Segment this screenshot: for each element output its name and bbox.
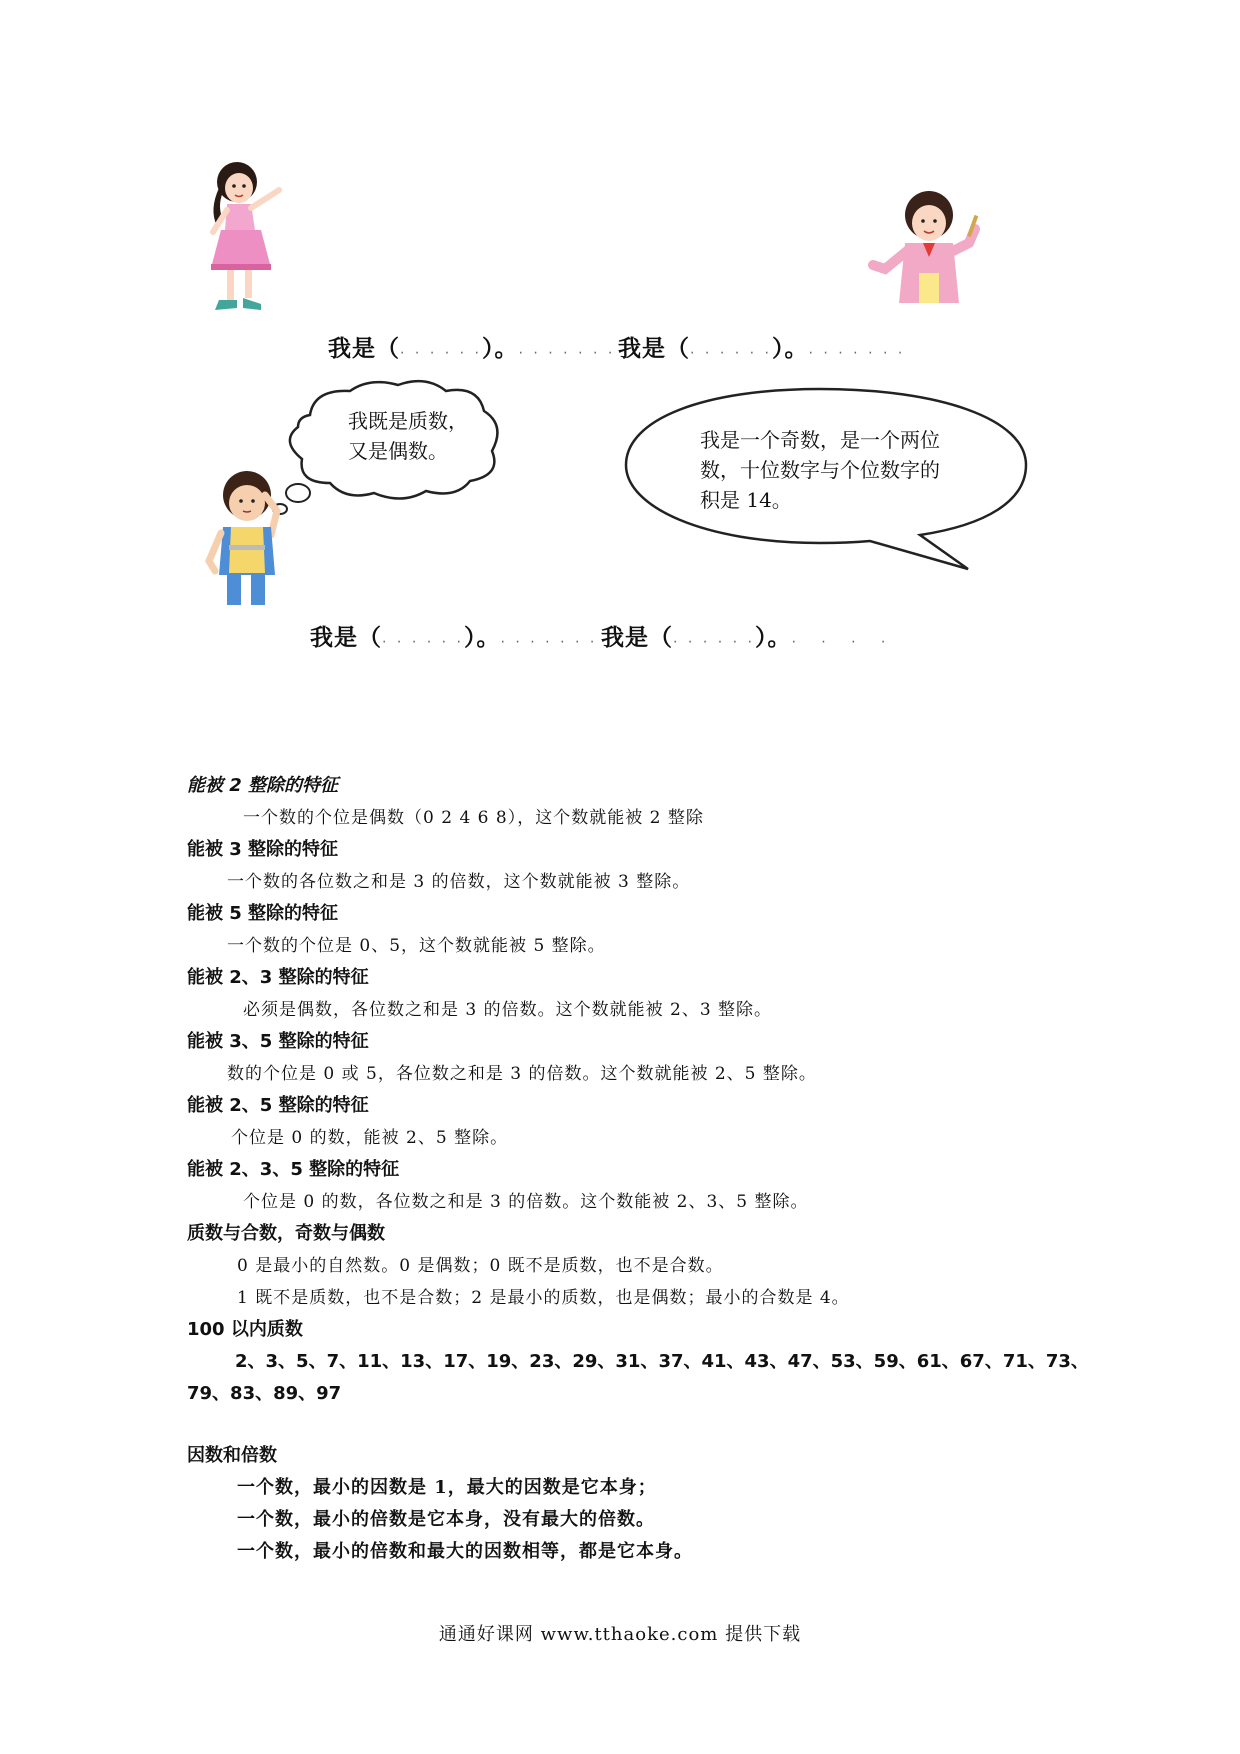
divisibility-notes [187, 770, 1087, 1568]
text-div35: 数的个位是 0 或 5，各位数之和是 3 的倍数。这个数就能被 2、5 整除。 [227, 1064, 817, 1084]
girl-pink-dress-illustration [195, 160, 305, 320]
heading-div25: 能被 2、5 整除的特征 [187, 1095, 369, 1116]
text-factors-1: 一个数，最小的因数是 1，最大的因数是它本身； [237, 1477, 657, 1498]
text-div23: 必须是偶数，各位数之和是 3 的倍数。这个数就能被 2、3 整除。 [243, 1000, 773, 1020]
girl-pink-jacket-illustration [865, 185, 990, 315]
heading-div5: 能被 5 整除的特征 [187, 903, 339, 924]
text-factors-3: 一个数，最小的倍数和最大的因数相等，都是它本身。 [237, 1541, 693, 1562]
boy-thinking-illustration [205, 465, 295, 615]
heading-div23: 能被 2、3 整除的特征 [187, 967, 369, 988]
text-prime-composite-1: 0 是最小的自然数。0 是偶数；0 既不是质数，也不是合数。 [237, 1256, 724, 1276]
riddle-answer-1: 我是（. . . . . .）。. . . . . . . [328, 336, 616, 362]
text-div25: 个位是 0 的数，能被 2、5 整除。 [231, 1128, 509, 1148]
heading-div35: 能被 3、5 整除的特征 [187, 1031, 369, 1052]
riddle-answer-2: 我是（. . . . . .）。. . . . . . . [618, 336, 906, 362]
primes-list-line1: 2、3、5、7、11、13、17、19、23、29、31、37、41、43、47、53、59、61、67、71、73、 [235, 1351, 1089, 1372]
text-prime-composite-2: 1 既不是质数，也不是合数；2 是最小的质数，也是偶数；最小的合数是 4。 [237, 1288, 850, 1308]
thought-bubble-text: 我既是质数， 又是偶数。 [348, 409, 468, 463]
speech-bubble-text: 我是一个奇数，是一个两位 数，十位数字与个位数字的 积是 14。 [700, 428, 940, 512]
text-div235: 个位是 0 的数，各位数之和是 3 的倍数。这个数能被 2、3、5 整除。 [243, 1192, 809, 1212]
heading-prime-composite: 质数与合数，奇数与偶数 [187, 1223, 385, 1244]
heading-div2: 能被 2 整除的特征 [187, 775, 339, 796]
heading-primes-100: 100 以内质数 [187, 1319, 303, 1340]
text-div2: 一个数的个位是偶数（0 2 4 6 8），这个数就能被 2 整除 [243, 808, 704, 828]
text-div3: 一个数的各位数之和是 3 的倍数，这个数就能被 3 整除。 [227, 872, 691, 892]
text-div5: 一个数的个位是 0、5，这个数就能被 5 整除。 [227, 936, 606, 956]
text-factors-2: 一个数，最小的倍数是它本身，没有最大的倍数。 [237, 1509, 655, 1530]
primes-list-line2: 79、83、89、97 [187, 1383, 342, 1404]
riddle-answer-4: 我是（. . . . . .）。. . . . [601, 625, 889, 651]
heading-div3: 能被 3 整除的特征 [187, 839, 339, 860]
page-footer: 通通好课网 www.tthaoke.com 提供下载 [438, 1624, 802, 1645]
riddle-answer-3: 我是（. . . . . .）。. . . . . . . [310, 625, 598, 651]
heading-factors: 因数和倍数 [187, 1445, 277, 1466]
heading-div235: 能被 2、3、5 整除的特征 [187, 1159, 400, 1180]
